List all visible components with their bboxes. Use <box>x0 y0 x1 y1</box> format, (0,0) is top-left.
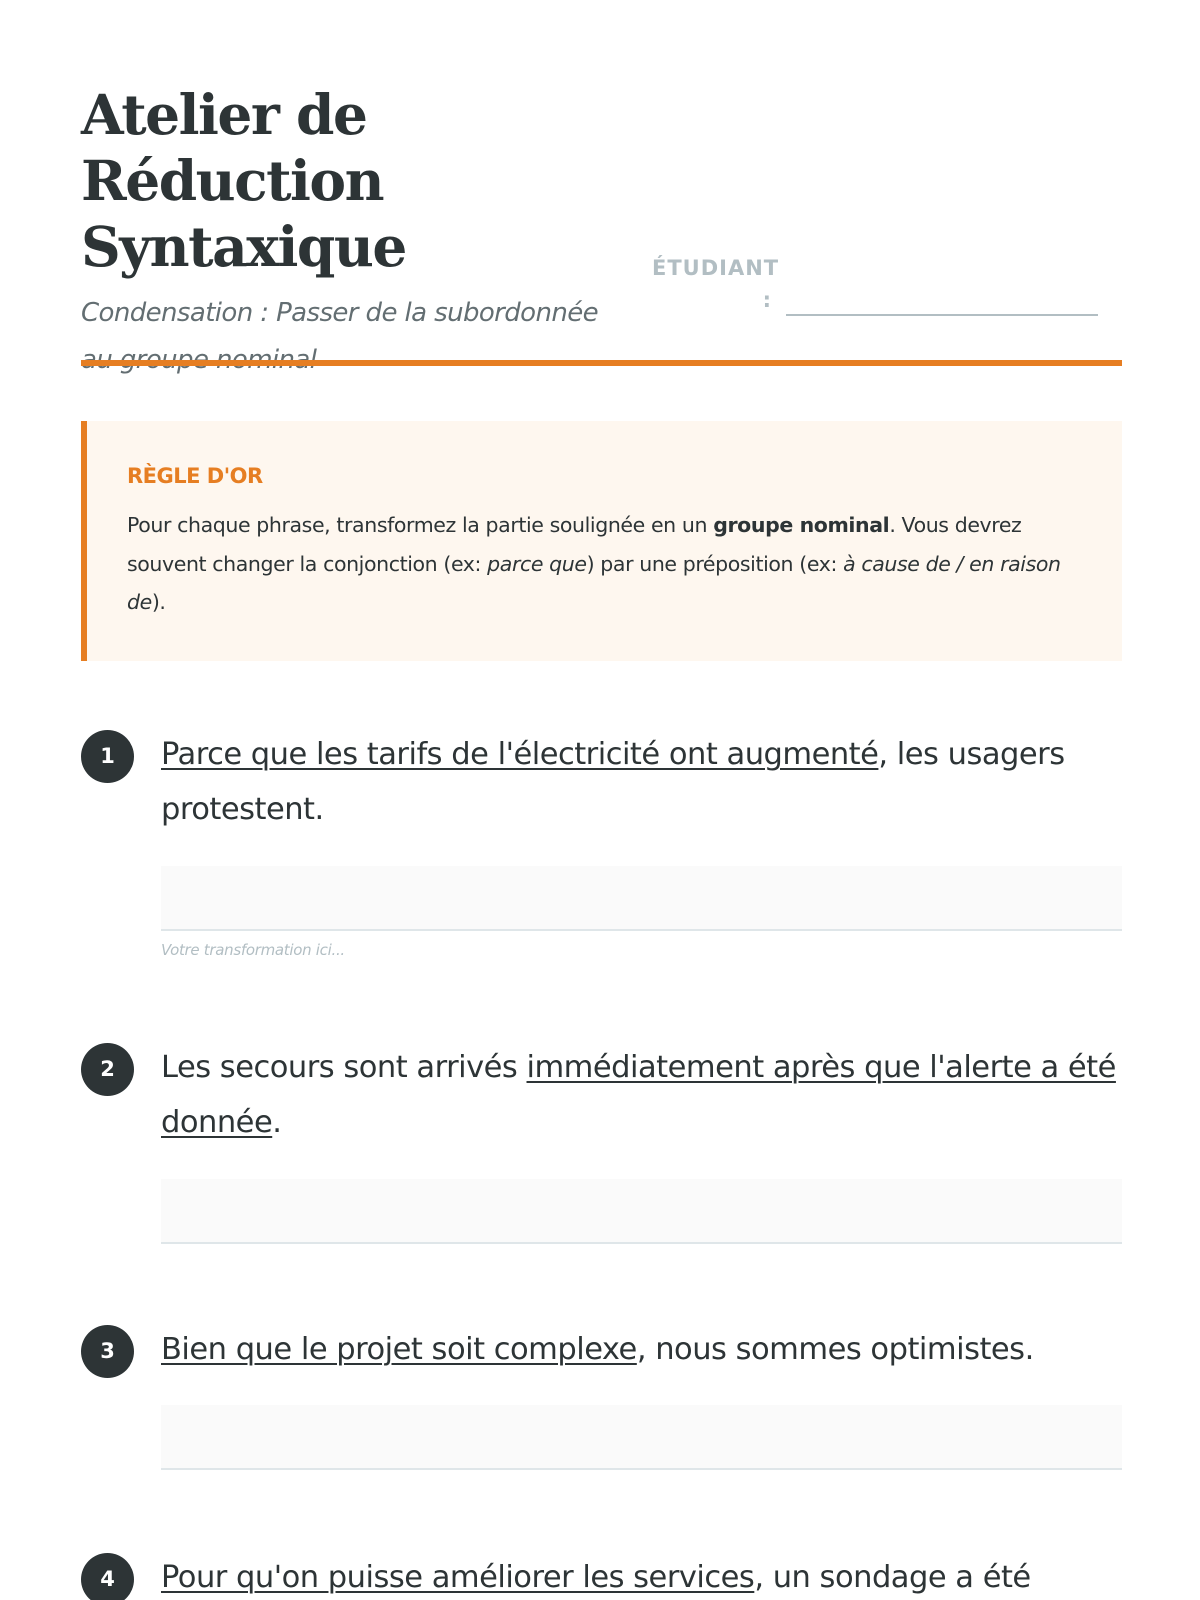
rule-text-part-4: ). <box>151 590 166 614</box>
rule-text-part-3: ) par une préposition (ex: <box>586 551 844 576</box>
student-field <box>652 252 1098 316</box>
sentence-underlined: Parce que les tarifs de l'électricité ont augmenté <box>161 737 879 772</box>
answer-field[interactable] <box>161 1179 1122 1244</box>
sentence-before: Les secours sont arrivés <box>161 1050 527 1085</box>
title-line-1: Atelier de Réduction <box>81 82 384 213</box>
student-name-input[interactable] <box>786 278 1098 316</box>
student-label-colon: : <box>762 288 772 312</box>
exercise-sentence <box>161 1550 1122 1600</box>
exercise-4 <box>81 1550 1122 1600</box>
answer-field[interactable] <box>161 866 1122 931</box>
sentence-underlined: immédiatement après que l'alerte a été donnée <box>161 1050 1116 1140</box>
sentence-after: , un sondage a été <box>754 1560 1031 1595</box>
sentence-after: , les usagers protestent. <box>161 737 1065 827</box>
exercise-number: 3 <box>81 1325 134 1378</box>
rule-text-italic-1: parce que <box>487 551 587 576</box>
sentence-underlined: Pour qu'on puisse améliorer les services <box>161 1560 755 1595</box>
worksheet-header <box>81 0 1098 328</box>
exercise-sentence <box>161 1322 1122 1377</box>
exercise-3 <box>81 1322 1122 1470</box>
page-subtitle <box>81 290 631 384</box>
rule-text-bold: groupe nominal <box>713 513 890 537</box>
exercise-sentence <box>161 727 1122 837</box>
title-line-2: Syntaxique <box>81 214 406 279</box>
rule-text-part-2: . Vous devrez souvent changer la conjonction (ex: <box>127 513 1022 576</box>
sentence-underlined: Bien que le projet soit complexe <box>161 1332 637 1367</box>
answer-hint: Votre transformation ici... <box>161 941 345 959</box>
exercise-sentence <box>161 1040 1122 1150</box>
student-label <box>652 252 780 316</box>
exercise-2 <box>81 1040 1122 1244</box>
rule-title: RÈGLE D'OR <box>127 464 263 488</box>
rule-text-part-1: Pour chaque phrase, transformez la partie soulignée en un <box>127 513 714 537</box>
header-divider <box>81 360 1122 366</box>
page-title <box>81 82 631 280</box>
exercise-number: 4 <box>81 1553 134 1600</box>
exercise-number: 1 <box>81 730 134 783</box>
exercise-number: 2 <box>81 1043 134 1096</box>
subtitle-line-1: Condensation : Passer de la subordonnée <box>81 298 599 328</box>
student-label-text: ÉTUDIANT <box>652 256 780 280</box>
exercise-1 <box>81 727 1122 959</box>
answer-field[interactable] <box>161 1405 1122 1470</box>
sentence-after: , nous sommes optimistes. <box>636 1332 1034 1367</box>
title-block <box>81 82 631 384</box>
rule-callout <box>81 421 1122 661</box>
rule-text-italic-2: à cause de / en raison de <box>127 551 1061 614</box>
rule-text <box>127 506 1078 622</box>
sentence-after: . <box>272 1105 282 1140</box>
